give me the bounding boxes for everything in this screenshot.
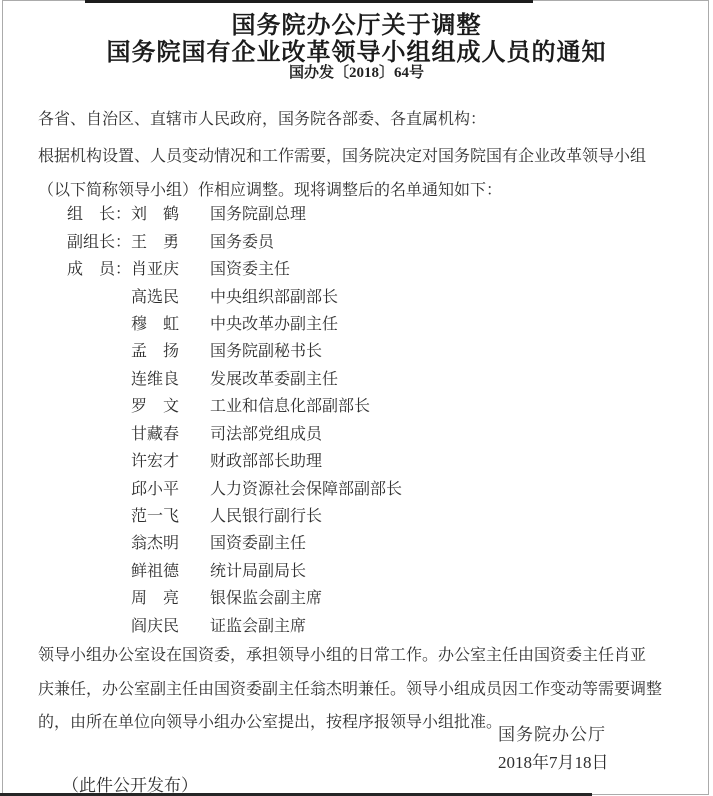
intro-line: 根据机构设置、人员变动情况和工作需要，国务院决定对国务院国有企业改革领导小组 (38, 148, 647, 165)
roster-row (67, 528, 685, 555)
roster-name: 鲜祖德 (131, 562, 180, 580)
roster-list (67, 199, 685, 638)
doc-number: 国办发〔2018〕64号 (288, 65, 424, 81)
roster-title: 银保监会副主席 (210, 590, 323, 608)
roster-row (67, 309, 685, 336)
public-release-note: （此件公开发布） (62, 776, 198, 795)
roster-title: 国务委员 (210, 233, 275, 251)
roster-title: 国资委主任 (210, 261, 291, 279)
roster-title: 工业和信息化部副部长 (210, 398, 371, 416)
roster-row (67, 199, 685, 226)
roster-title: 统计局副局长 (210, 562, 307, 580)
roster-row (67, 336, 685, 363)
roster-title: 中央组织部副部长 (210, 288, 339, 306)
roster-name: 高选民 (131, 288, 180, 306)
roster-title: 人力资源社会保障部副部长 (210, 480, 403, 498)
roster-name: 周 亮 (131, 590, 180, 608)
roster-role: 成 员： (67, 261, 132, 279)
roster-name: 阎庆民 (131, 617, 180, 635)
roster-name: 甘藏春 (131, 425, 180, 443)
roster-name: 刘 鹤 (131, 206, 180, 224)
doc-title-line2: 国务院国有企业改革领导小组组成人员的通知 (106, 40, 607, 66)
roster-row (67, 281, 685, 308)
closing-line: 庆兼任，办公室副主任由国资委副主任翁杰明兼任。领导小组成员因工作变动等需要调整 (38, 680, 663, 698)
roster-row (67, 473, 685, 500)
closing-line: 的，由所在单位向领导小组办公室提出，按程序报领导小组批准。 (38, 714, 503, 731)
roster-row (67, 556, 685, 583)
roster-row (67, 226, 685, 253)
roster-row (67, 446, 685, 473)
roster-name: 许宏才 (131, 453, 180, 471)
roster-name: 穆 虹 (131, 315, 180, 333)
roster-name: 范一飞 (131, 508, 180, 526)
issue-date: 2018年7月18日 (498, 753, 609, 772)
roster-title: 发展改革委副主任 (210, 370, 339, 388)
intro-paragraph (38, 140, 685, 207)
roster-name: 邱小平 (131, 480, 180, 498)
top-crop-bar (85, 0, 533, 3)
roster-row (67, 583, 685, 610)
roster-name: 罗 文 (131, 398, 180, 416)
roster-title: 证监会副主席 (210, 617, 307, 635)
roster-row (67, 611, 685, 638)
roster-name: 连维良 (131, 370, 180, 388)
roster-row (67, 254, 685, 281)
doc-title-line1: 国务院办公厅关于调整 (231, 13, 482, 39)
roster-row (67, 391, 685, 418)
roster-row (67, 419, 685, 446)
roster-title: 国务院副秘书长 (210, 343, 323, 361)
roster-title: 财政部部长助理 (210, 453, 323, 471)
roster-title: 司法部党组成员 (210, 425, 323, 443)
roster-role: 组 长： (67, 206, 132, 224)
intro-line: （以下简称领导小组）作相应调整。现将调整后的名单通知如下： (38, 181, 503, 199)
closing-line: 领导小组办公室设在国资委，承担领导小组的日常工作。办公室主任由国资委主任肖亚 (38, 647, 647, 664)
roster-name: 王 勇 (131, 233, 180, 251)
issuer-signature: 国务院办公厅 (498, 725, 606, 744)
roster-title: 国资委副主任 (210, 535, 307, 553)
roster-row (67, 364, 685, 391)
roster-title: 国务院副总理 (210, 206, 307, 224)
roster-title: 人民银行副行长 (210, 508, 323, 526)
roster-name: 肖亚庆 (131, 261, 180, 279)
roster-name: 翁杰明 (131, 535, 180, 553)
roster-row (67, 501, 685, 528)
roster-role: 副组长： (67, 233, 132, 251)
roster-name: 孟 扬 (131, 343, 180, 361)
roster-title: 中央改革办副主任 (210, 315, 339, 333)
salutation: 各省、自治区、直辖市人民政府，国务院各部委、各直属机构： (38, 111, 487, 128)
